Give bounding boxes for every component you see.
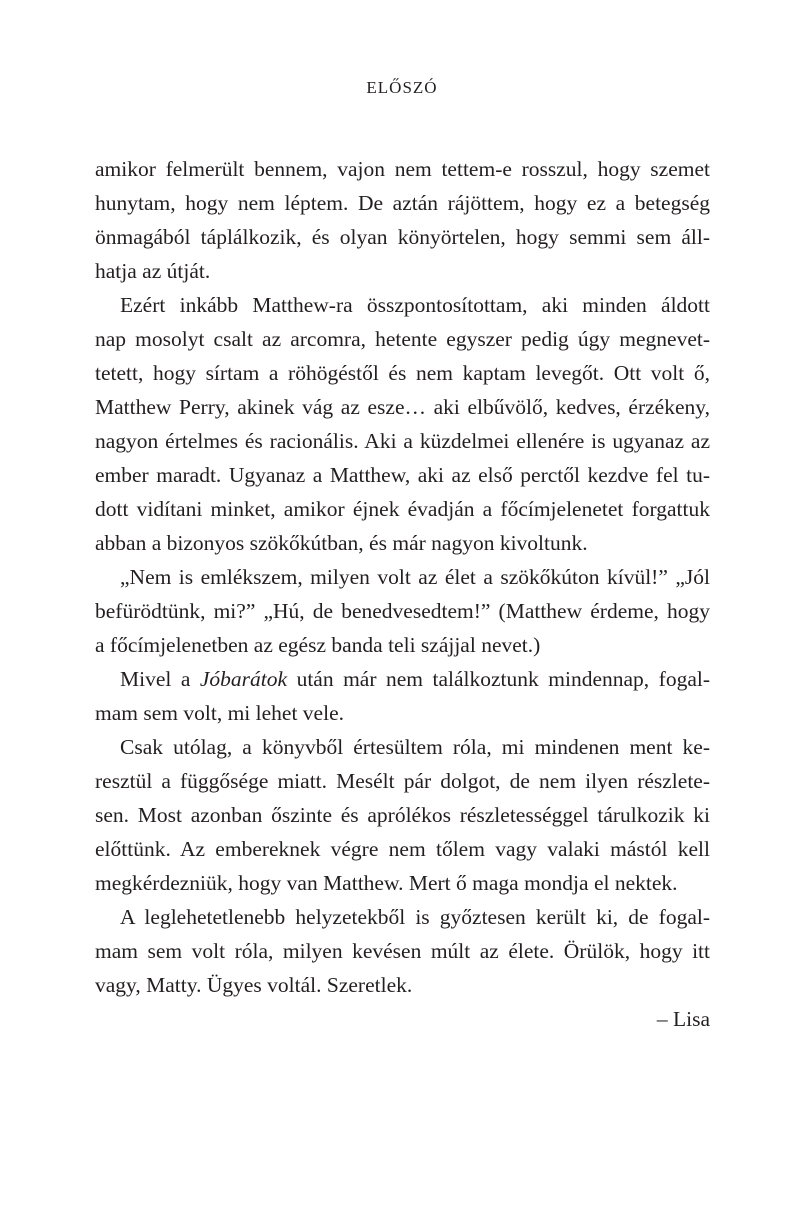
text-line: resztül a függősége miatt. Mesélt pár dolgot, de nem ilyen részlete- bbox=[95, 769, 710, 793]
text-line: Ezért inkább Matthew-ra összpontosítottam, aki minden áldott bbox=[120, 293, 710, 317]
text-segment: után már nem találkoztunk mindennap, fogal- bbox=[287, 667, 710, 691]
text-line: abban a bizonyos szökőkútban, és már nagyon kivoltunk. bbox=[95, 531, 588, 555]
text-segment: Mivel a bbox=[120, 667, 200, 691]
text-line bbox=[95, 662, 710, 696]
body-text bbox=[95, 152, 710, 1036]
text-line: Matthew Perry, akinek vág az esze… aki elbűvölő, kedves, érzékeny, bbox=[95, 395, 710, 419]
text-line: dott vidítani minket, amikor éjnek évadján a főcímjelenetet forgattuk bbox=[95, 497, 710, 521]
text-line: sen. Most azonban őszinte és aprólékos részletességgel tárulkozik ki bbox=[95, 803, 710, 827]
text-line: mam sem volt róla, milyen kevésen múlt az élete. Örülök, hogy itt bbox=[95, 939, 710, 963]
text-line: tetett, hogy sírtam a röhögéstől és nem kaptam levegőt. Ott volt ő, bbox=[95, 361, 710, 385]
text-line: A leglehetetlenebb helyzetekből is győztesen került ki, de fogal- bbox=[120, 905, 710, 929]
text-line: „Nem is emlékszem, milyen volt az élet a szökőkúton kívül!” „Jól bbox=[120, 565, 710, 589]
text-line: nap mosolyt csalt az arcomra, hetente egyszer pedig úgy megnevet- bbox=[95, 327, 710, 351]
text-line: megkérdezniük, hogy van Matthew. Mert ő maga mondja el nektek. bbox=[95, 871, 678, 895]
text-line: a főcímjelenetben az egész banda teli szájjal nevet.) bbox=[95, 633, 541, 657]
text-line: befürödtünk, mi?” „Hú, de benedvesedtem!” (Matthew érdeme, hogy bbox=[95, 599, 710, 623]
text-line: ember maradt. Ugyanaz a Matthew, aki az első perctől kezdve fel tu- bbox=[95, 463, 710, 487]
text-line: vagy, Matty. Ügyes voltál. Szeretlek. bbox=[95, 973, 413, 997]
text-line: hatja az útját. bbox=[95, 259, 211, 283]
book-title: Jóbarátok bbox=[199, 667, 288, 691]
text-line: Csak utólag, a könyvből értesültem róla, mi mindenen ment ke- bbox=[120, 735, 710, 759]
signature: – Lisa bbox=[656, 1007, 710, 1031]
running-head: ELŐSZÓ bbox=[366, 78, 438, 97]
text-line: nagyon értelmes és racionális. Aki a küzdelmei ellenére is ugyanaz az bbox=[95, 429, 710, 453]
text-line: amikor felmerült bennem, vajon nem tettem-e rosszul, hogy szemet bbox=[95, 157, 710, 181]
text-line: önmagából táplálkozik, és olyan könyörtelen, hogy semmi sem áll- bbox=[95, 225, 710, 249]
text-line: hunytam, hogy nem léptem. De aztán rájöttem, hogy ez a betegség bbox=[95, 191, 710, 215]
text-line: mam sem volt, mi lehet vele. bbox=[95, 701, 344, 725]
text-line: előttünk. Az embereknek végre nem tőlem vagy valaki mástól kell bbox=[95, 837, 710, 861]
